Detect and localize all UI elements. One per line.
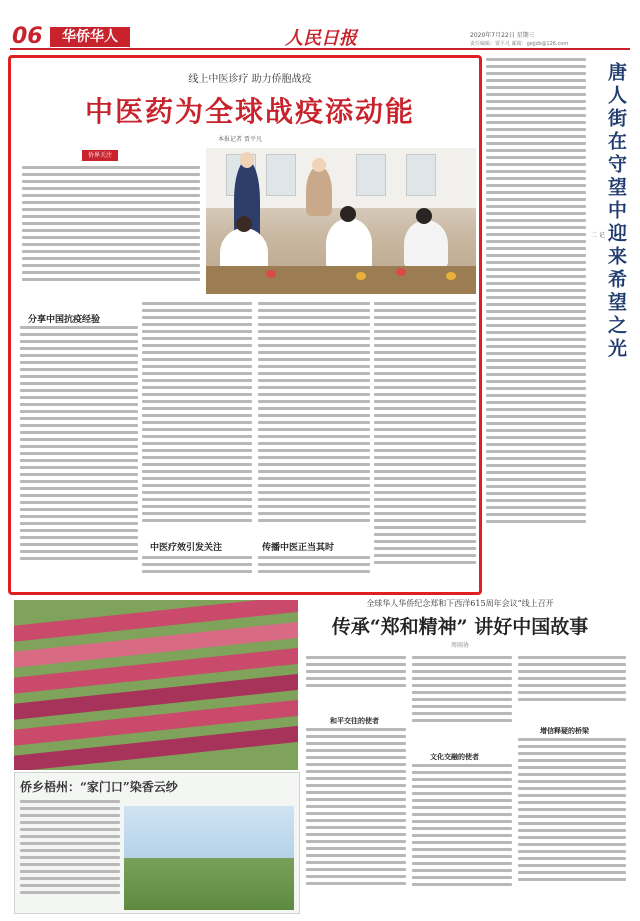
bottom-right-subhead-2: 文化交融的使者 — [430, 752, 479, 761]
side-article-vertical-title[interactable]: 唐人街在守望中迎来希望之光 — [605, 62, 627, 361]
bottom-right-headline[interactable]: 传承“郑和精神” 讲好中国故事 — [331, 616, 589, 638]
article-tag: 侨界关注 — [82, 150, 118, 161]
article-photo — [206, 148, 476, 294]
article-subhead-1: 分享中国抗疫经验 — [28, 315, 101, 325]
side-article-text — [486, 58, 586, 598]
bottom-right-col-1 — [306, 656, 406, 696]
side-article-author: 二 记 — [591, 232, 605, 239]
date-line: 2020年7月22日 星期三 — [470, 32, 535, 39]
bottom-right-kicker: 全球华人华侨纪念郑和下西洋615周年会议”线上召开 — [366, 599, 554, 608]
bottom-right-col-3b — [518, 738, 626, 914]
article-column-2 — [142, 302, 252, 536]
bottom-right-subhead-1: 和平交往的使者 — [330, 716, 379, 725]
field-photo — [14, 600, 298, 770]
bottom-right-col-2 — [412, 656, 512, 740]
masthead-logo: 人民日报 — [285, 28, 357, 49]
editor-line: 责任编辑：贾平凡 邮箱：gejjzb@126.com — [470, 41, 569, 47]
bottom-left-text — [20, 800, 120, 908]
bottom-left-title[interactable]: 侨乡梧州：“家门口”染香云纱 — [20, 780, 178, 794]
article-lead-text — [22, 166, 200, 294]
article-column-2b — [142, 556, 252, 586]
bottom-right-subhead-3: 增信释疑的桥梁 — [540, 726, 589, 735]
article-subhead-2: 中医疗效引发关注 — [150, 543, 223, 553]
bottom-left-photo — [124, 806, 294, 910]
article-column-3 — [258, 302, 370, 536]
article-headline[interactable]: 中医药为全球战疫添动能 — [84, 95, 415, 128]
article-subhead-3: 传播中医正当其时 — [262, 543, 335, 553]
bottom-right-col-3 — [518, 656, 626, 716]
article-column-3b — [258, 556, 370, 586]
article-kicker: 线上中医诊疗 助力侨胞战疫 — [188, 74, 312, 85]
page-number: 06 — [12, 24, 43, 49]
article-column-1 — [20, 326, 138, 576]
article-column-4 — [374, 302, 476, 586]
bottom-right-col-1b — [306, 728, 406, 914]
bottom-right-col-2b — [412, 764, 512, 914]
bottom-right-byline: 周雨协 — [450, 642, 469, 649]
section-tag: 华侨华人 — [50, 27, 130, 47]
article-byline: 本报记者 贾平凡 — [218, 136, 262, 143]
